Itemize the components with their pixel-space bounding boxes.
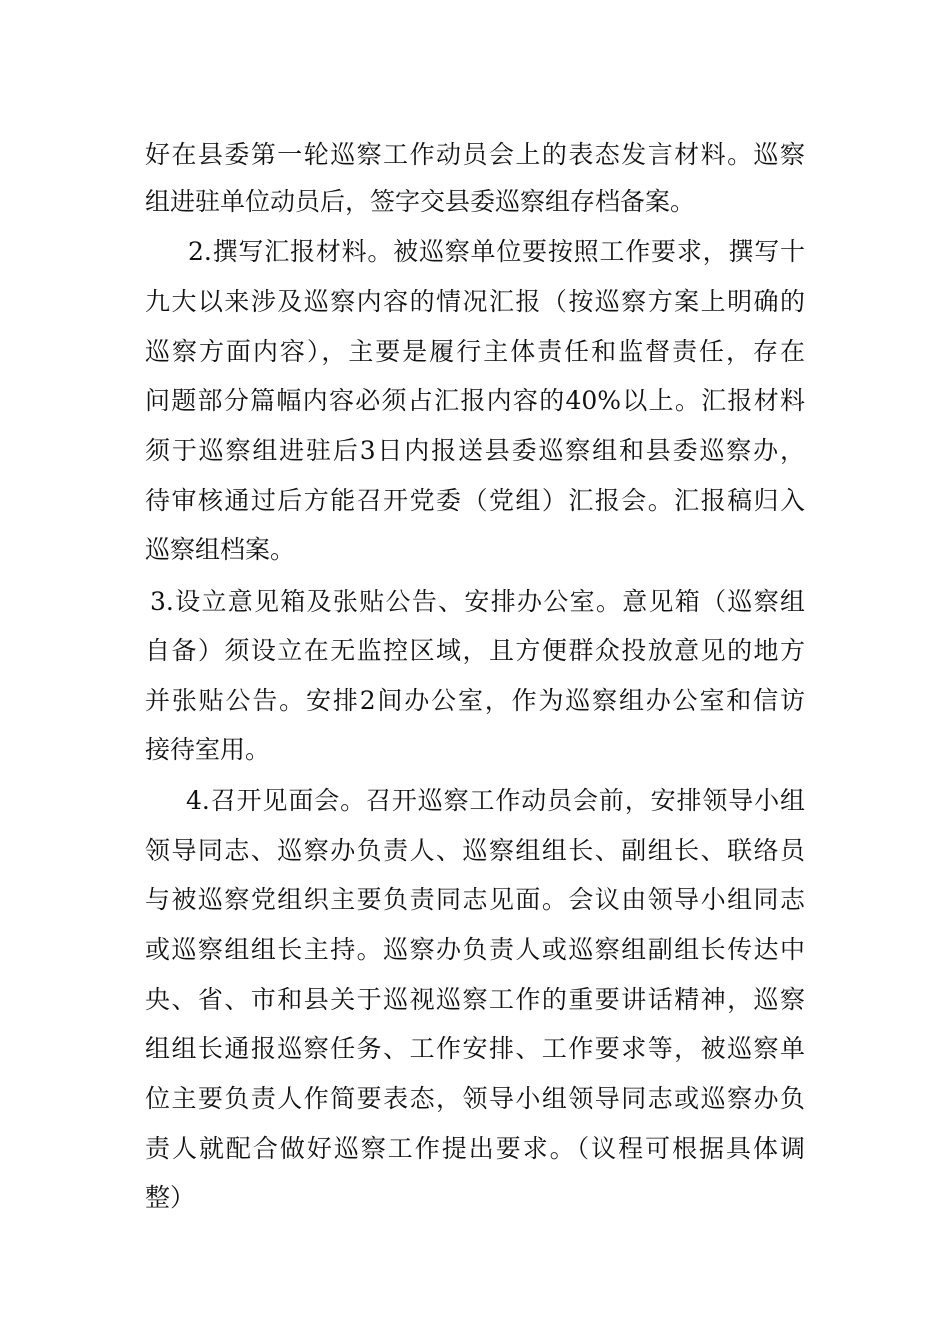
text-line: 好在县委第一轮巡察工作动员会上的表态发言材料。巡察	[145, 140, 805, 169]
text-line: 4.召开见面会。召开巡察工作动员会前，安排领导小组	[186, 786, 805, 815]
text-line: 待审核通过后方能召开党委（党组）汇报会。汇报稿归入	[145, 486, 805, 515]
text-line: 整）	[145, 1183, 196, 1212]
text-line: 2.撰写汇报材料。被巡察单位要按照工作要求，撰写十	[188, 237, 805, 266]
text-line: 自备）须设立在无监控区域，且方便群众投放意见的地方	[145, 636, 805, 665]
text-line: 接待室用。	[145, 735, 271, 764]
text-line: 并张贴公告。安排2间办公室，作为巡察组办公室和信访	[145, 686, 805, 715]
text-line: 3.设立意见箱及张贴公告、安排办公室。意见箱（巡察组	[150, 587, 805, 616]
text-line: 九大以来涉及巡察内容的情况汇报（按巡察方案上明确的	[145, 287, 805, 316]
text-line: 须于巡察组进驻后3日内报送县委巡察组和县委巡察办，	[145, 436, 805, 465]
text-line: 组进驻单位动员后，签字交县委巡察组存档备案。	[145, 187, 696, 216]
text-line: 央、省、市和县关于巡视巡察工作的重要讲话精神，巡察	[145, 985, 805, 1014]
text-line: 或巡察组组长主持。巡察办负责人或巡察组副组长传达中	[145, 935, 805, 964]
text-line: 与被巡察党组织主要负责同志见面。会议由领导小组同志	[145, 885, 805, 914]
text-line: 组组长通报巡察任务、工作安排、工作要求等，被巡察单	[145, 1034, 805, 1063]
text-line: 领导同志、巡察办负责人、巡察组组长、副组长、联络员	[145, 836, 805, 865]
text-line: 巡察组档案。	[145, 535, 296, 564]
text-line: 问题部分篇幅内容必须占汇报内容的40%以上。汇报材料	[145, 386, 805, 415]
text-line: 巡察方面内容），主要是履行主体责任和监督责任，存在	[145, 337, 805, 366]
text-line: 位主要负责人作简要表态，领导小组领导同志或巡察办负	[145, 1084, 805, 1113]
text-line: 责人就配合做好巡察工作提出要求。（议程可根据具体调	[145, 1134, 805, 1163]
